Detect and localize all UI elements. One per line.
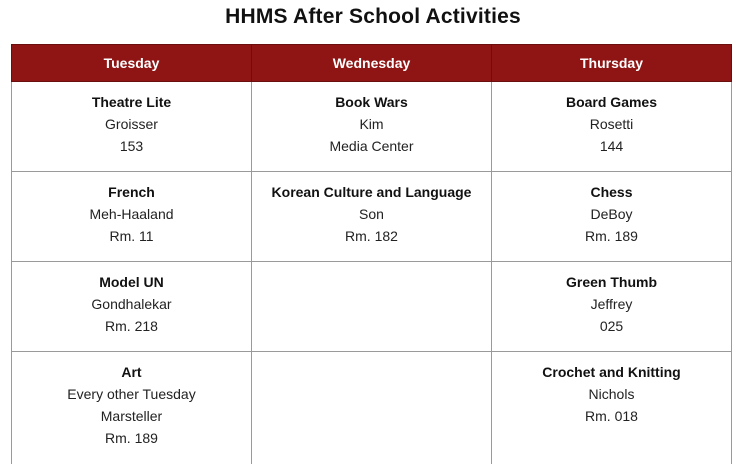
column-header-thursday: Thursday [492, 45, 732, 82]
activity-room: Rm. 182 [256, 225, 487, 247]
activity-cell [12, 82, 252, 172]
activity-teacher: Gondhalekar [16, 293, 247, 315]
activity-name: Crochet and Knitting [496, 361, 727, 383]
activity-teacher: Rosetti [496, 113, 727, 135]
table-row [12, 262, 732, 352]
activity-cell [12, 352, 252, 464]
activity-name: Art [16, 361, 247, 383]
activities-table [11, 44, 732, 464]
activity-cell [492, 82, 732, 172]
activity-schedule-note: Every other Tuesday [16, 383, 247, 405]
table-row [12, 172, 732, 262]
activity-cell [492, 172, 732, 262]
activity-name: Model UN [16, 271, 247, 293]
empty-cell [252, 262, 492, 352]
activity-cell [252, 82, 492, 172]
activity-room: 025 [496, 315, 727, 337]
activity-room: Rm. 018 [496, 405, 727, 427]
activity-cell [252, 172, 492, 262]
activity-room: Rm. 11 [16, 225, 247, 247]
page-title: HHMS After School Activities [0, 0, 746, 34]
activity-name: Green Thumb [496, 271, 727, 293]
activity-cell [492, 262, 732, 352]
activity-room: 144 [496, 135, 727, 157]
activity-teacher: Son [256, 203, 487, 225]
activity-teacher: Kim [256, 113, 487, 135]
activity-teacher: Groisser [16, 113, 247, 135]
activity-name: French [16, 181, 247, 203]
table-row [12, 352, 732, 464]
activity-room: 153 [16, 135, 247, 157]
activity-teacher: Marsteller [16, 405, 247, 427]
column-header-tuesday: Tuesday [12, 45, 252, 82]
activity-name: Theatre Lite [16, 91, 247, 113]
empty-cell [252, 352, 492, 464]
activity-name: Board Games [496, 91, 727, 113]
activity-teacher: Meh-Haaland [16, 203, 247, 225]
table-row [12, 82, 732, 172]
activity-cell [12, 172, 252, 262]
activity-name: Chess [496, 181, 727, 203]
activity-name: Korean Culture and Language [256, 181, 487, 203]
activity-name: Book Wars [256, 91, 487, 113]
activity-room: Rm. 189 [16, 427, 247, 449]
activity-room: Media Center [256, 135, 487, 157]
activity-teacher: DeBoy [496, 203, 727, 225]
activity-room: Rm. 189 [496, 225, 727, 247]
header-row [12, 45, 732, 82]
column-header-wednesday: Wednesday [252, 45, 492, 82]
activity-cell [492, 352, 732, 464]
activity-room: Rm. 218 [16, 315, 247, 337]
activity-teacher: Jeffrey [496, 293, 727, 315]
activity-teacher: Nichols [496, 383, 727, 405]
activity-cell [12, 262, 252, 352]
